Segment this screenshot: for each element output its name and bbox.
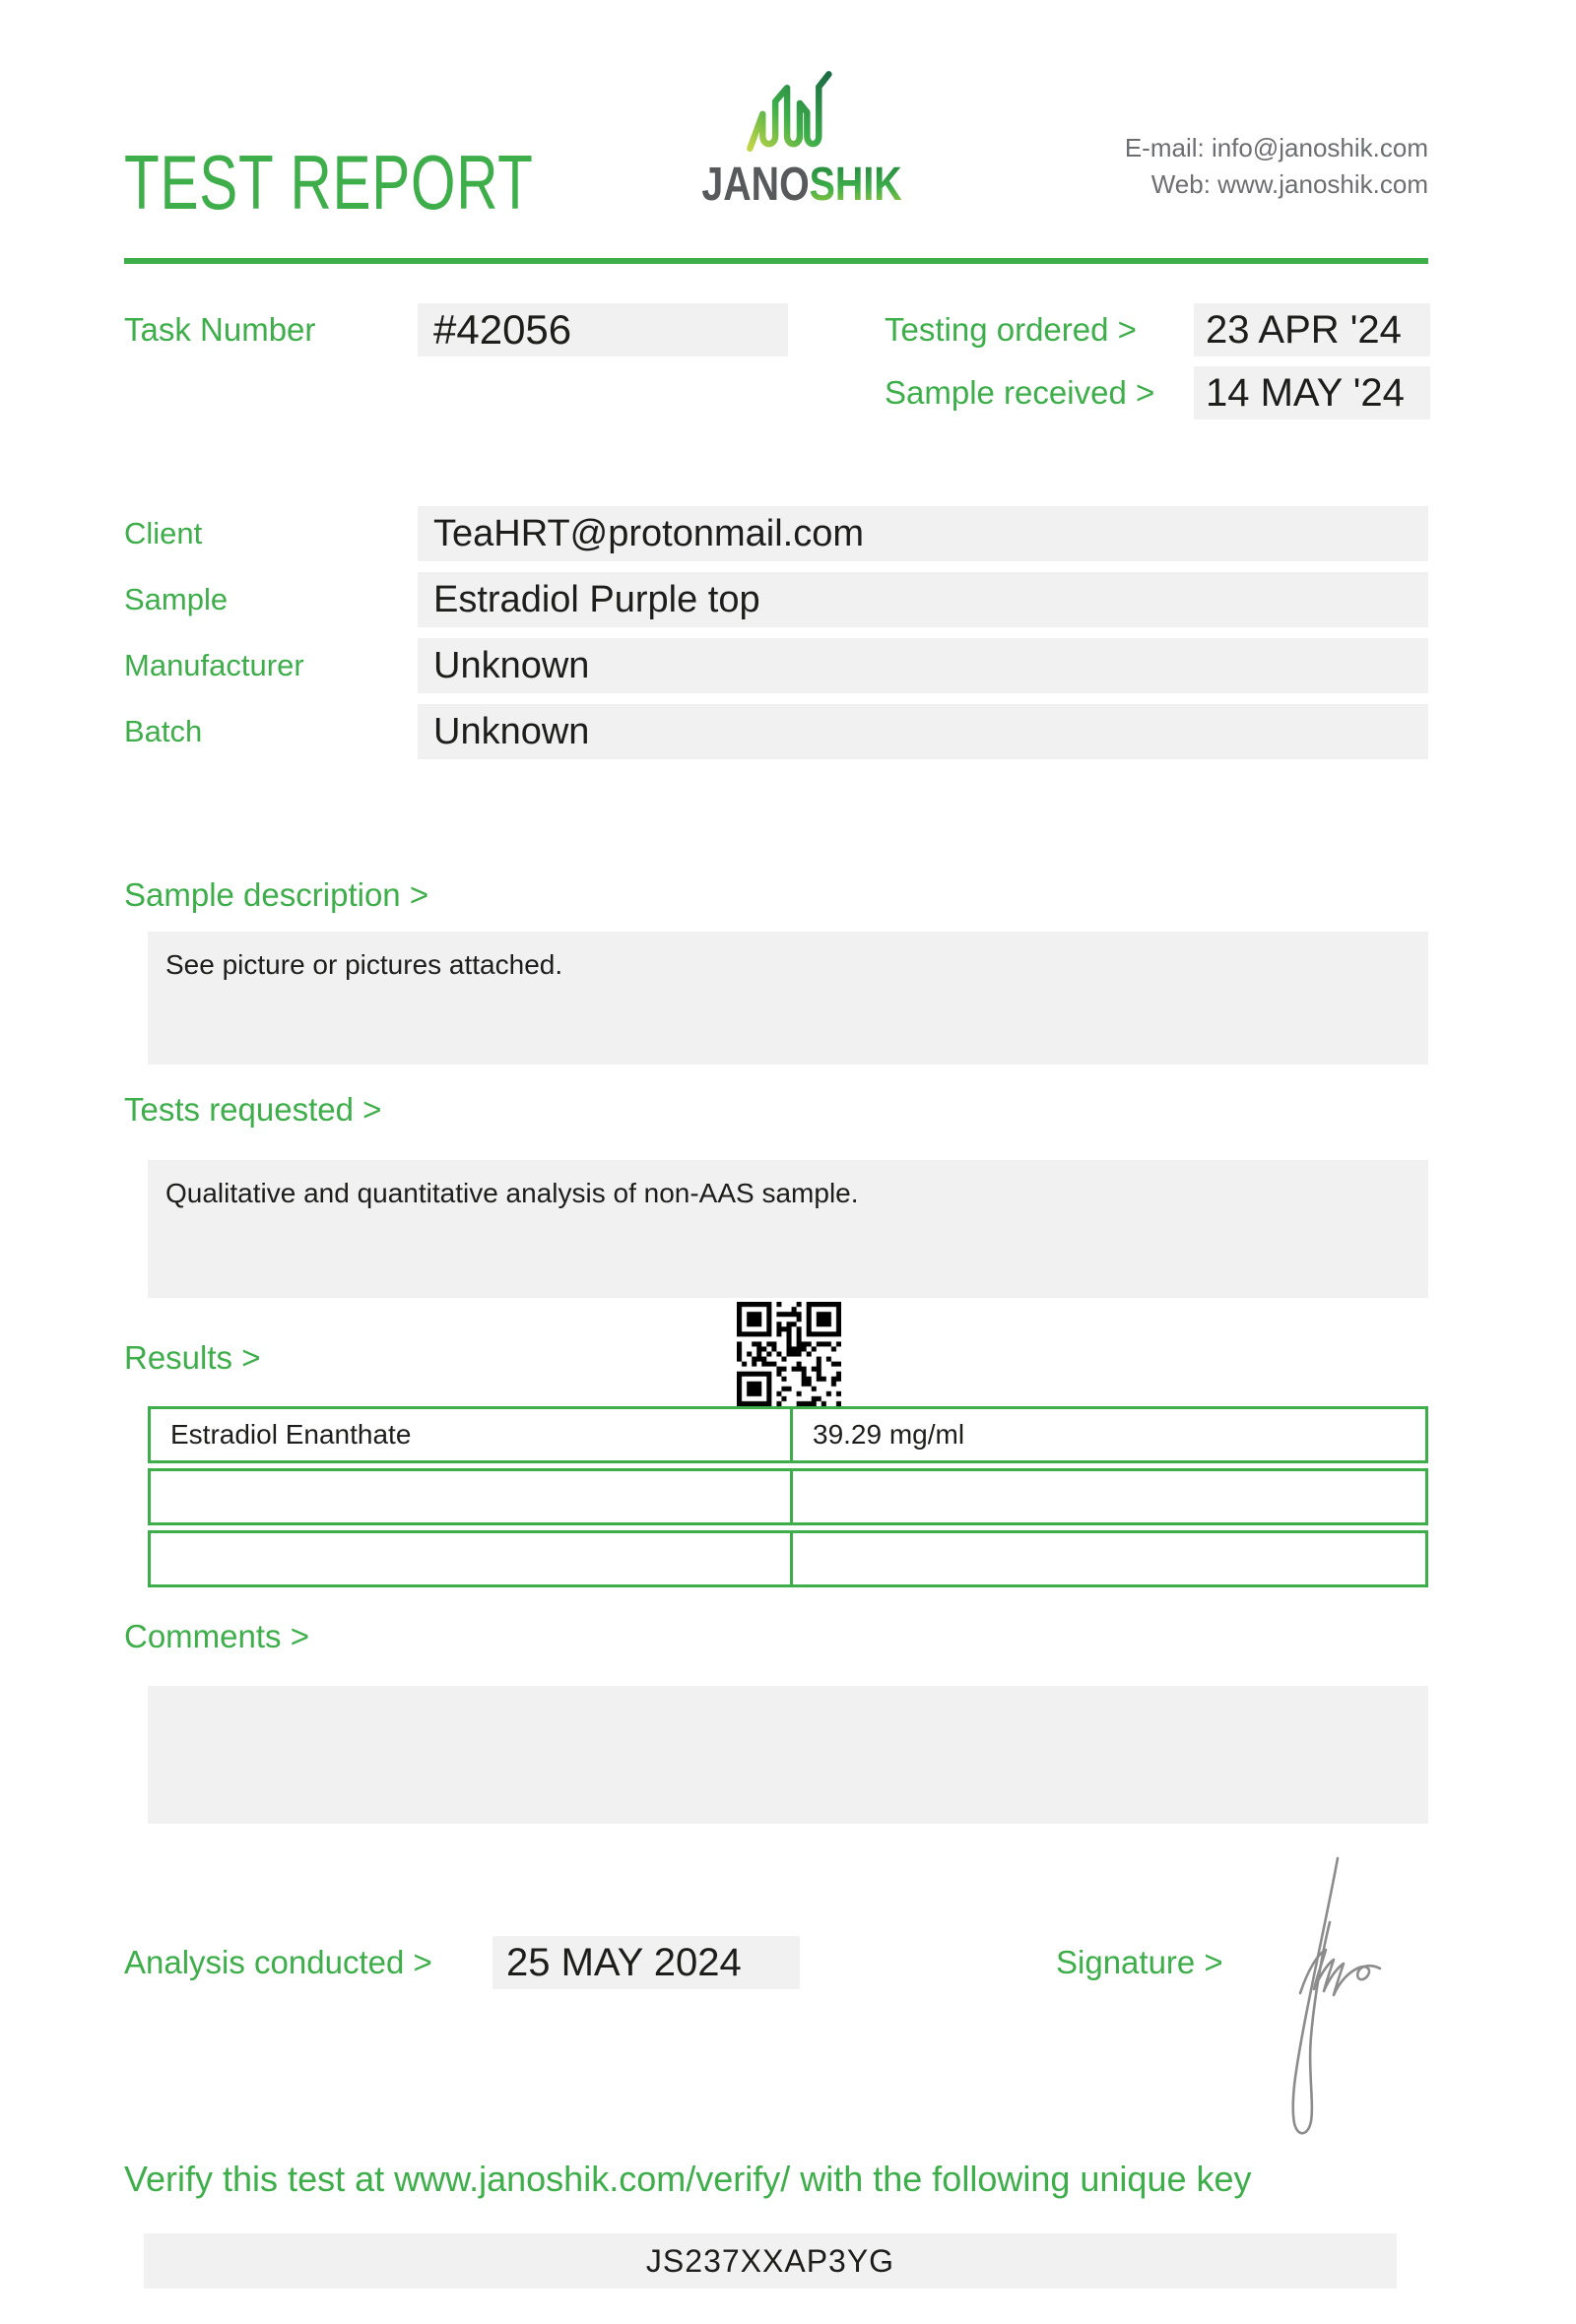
client-label: Client — [124, 516, 203, 550]
client-field — [418, 506, 1428, 561]
result-analyte — [151, 1533, 793, 1584]
tests-requested-box — [148, 1160, 1428, 1298]
sample-value: Estradiol Purple top — [433, 579, 760, 620]
contact-email: E-mail: info@janoshik.com — [1124, 133, 1428, 162]
verify-instruction: Verify this test at www.janoshik.com/verify/ with the following unique key — [124, 2159, 1252, 2199]
table-row — [148, 1468, 1428, 1525]
contact-web: Web: www.janoshik.com — [1150, 169, 1428, 199]
result-value — [793, 1471, 1425, 1522]
unique-key-value: JS237XXAP3YG — [645, 2243, 895, 2279]
page-title: TEST REPORT — [124, 139, 534, 226]
batch-label: Batch — [124, 714, 203, 748]
analysis-conducted-value: 25 MAY 2024 — [506, 1941, 742, 1984]
manufacturer-field — [418, 638, 1428, 693]
brand-name-left: JANO — [701, 159, 810, 211]
brand-logo — [680, 69, 902, 211]
brand-name — [701, 161, 901, 209]
sample-description-box — [148, 932, 1428, 1065]
brand-name-right: SHIK — [809, 159, 902, 211]
sample-received-label: Sample received > — [885, 374, 1155, 411]
results-table — [148, 1406, 1428, 1592]
analysis-conducted-field — [492, 1936, 800, 1989]
manufacturer-value: Unknown — [433, 645, 590, 686]
signature-label: Signature > — [1056, 1944, 1223, 1980]
trend-chart-icon — [743, 69, 833, 156]
sample-received-value: 14 MAY '24 — [1206, 371, 1405, 415]
tests-requested-text: Qualitative and quantitative analysis of non-AAS sample. — [165, 1178, 859, 1208]
result-value: 39.29 mg/ml — [813, 1419, 965, 1450]
testing-ordered-value: 23 APR '24 — [1206, 308, 1402, 352]
header-divider — [124, 258, 1428, 264]
client-value: TeaHRT@protonmail.com — [433, 513, 865, 554]
sample-field — [418, 572, 1428, 627]
batch-value: Unknown — [433, 711, 590, 752]
task-number-value: #42056 — [433, 306, 572, 353]
qr-code — [737, 1302, 841, 1406]
signature-image — [1251, 1843, 1399, 2154]
testing-ordered-label: Testing ordered > — [885, 311, 1137, 348]
sample-received-field — [1194, 366, 1430, 420]
testing-ordered-field — [1194, 303, 1430, 356]
comments-box — [148, 1686, 1428, 1824]
manufacturer-label: Manufacturer — [124, 648, 304, 682]
contact-info — [1125, 130, 1428, 203]
table-row — [148, 1530, 1428, 1587]
table-row — [148, 1406, 1428, 1463]
sample-label: Sample — [124, 582, 229, 616]
comments-heading: Comments > — [124, 1618, 309, 1654]
unique-key-field — [144, 2233, 1397, 2289]
result-analyte: Estradiol Enanthate — [151, 1409, 793, 1460]
result-analyte — [151, 1471, 793, 1522]
results-heading: Results > — [124, 1339, 261, 1376]
batch-field — [418, 704, 1428, 759]
analysis-conducted-label: Analysis conducted > — [124, 1944, 432, 1980]
task-number-label: Task Number — [124, 311, 316, 348]
result-value — [793, 1533, 1425, 1584]
sample-description-text: See picture or pictures attached. — [165, 949, 563, 980]
sample-description-heading: Sample description > — [124, 876, 429, 913]
task-number-field — [418, 303, 788, 356]
tests-requested-heading: Tests requested > — [124, 1091, 382, 1128]
